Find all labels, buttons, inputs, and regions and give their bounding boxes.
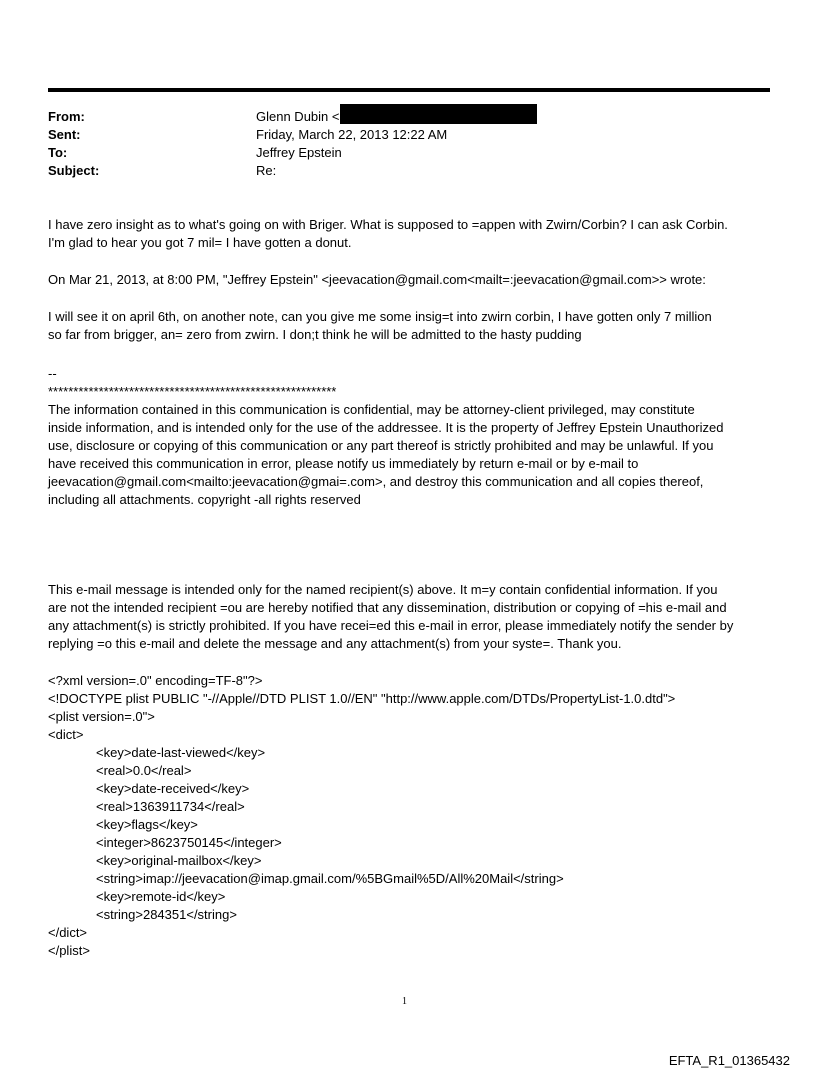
- page-number: 1: [402, 996, 407, 1007]
- subject-label: Subject:: [48, 163, 100, 178]
- quoted-line: I will see it on april 6th, on another note, can you give me some insig=t into zwirn corbin, I have gotten only 7 million: [48, 309, 712, 324]
- email-body: [48, 216, 776, 960]
- subject-value: Re:: [256, 163, 277, 178]
- notice-line: are not the intended recipient =ou are hereby notified that any dissemination, distribution or copying of =his e-mail and: [48, 600, 727, 615]
- sent-row: [48, 126, 537, 144]
- disclaimer-line: have received this communication in error, please notify us immediately by return e-mail or by e-mail to: [48, 456, 639, 471]
- xml-inner-line: <real>1363911734</real>: [96, 799, 245, 814]
- email-header: [48, 108, 537, 180]
- disclaimer-line: The information contained in this communication is confidential, may be attorney-client privileged, may constitute: [48, 402, 695, 417]
- xml-inner-line: <key>remote-id</key>: [96, 889, 226, 904]
- xml-line: <plist version=.0">: [48, 709, 155, 724]
- signature-dash: --: [48, 366, 57, 381]
- reply-line: I have zero insight as to what's going on with Briger. What is supposed to =appen with Zwirn/Corbin? I can ask Corbin.: [48, 217, 728, 232]
- xml-line: <dict>: [48, 727, 84, 742]
- notice-line: This e-mail message is intended only for the named recipient(s) above. It m=y contain confidential information. If you: [48, 582, 718, 597]
- disclaimer-line: use, disclosure or copying of this communication or any part thereof is strictly prohibited and may be unlawful. If you: [48, 438, 714, 453]
- xml-inner-line: <key>date-received</key>: [96, 781, 250, 796]
- xml-line: <!DOCTYPE plist PUBLIC "-//Apple//DTD PLIST 1.0//EN" "http://www.apple.com/DTDs/PropertyList-1.0.dtd">: [48, 691, 676, 706]
- disclaimer-line: jeevacation@gmail.com<mailto:jeevacation@gmai=.com>, and destroy this communication and all copies thereof,: [48, 474, 704, 489]
- disclaimer-line: including all attachments. copyright -all rights reserved: [48, 492, 361, 507]
- redaction-box: [340, 104, 537, 124]
- quoted-line: so far from brigger, an= zero from zwirn. I don;t think he will be admitted to the hasty pudding: [48, 327, 582, 342]
- to-row: [48, 144, 537, 162]
- xml-inner-line: <string>imap://jeevacation@imap.gmail.com/%5BGmail%5D/All%20Mail</string>: [96, 871, 564, 886]
- header-rule: [48, 88, 770, 92]
- xml-inner-line: <key>original-mailbox</key>: [96, 853, 262, 868]
- to-value: Jeffrey Epstein: [256, 145, 342, 160]
- signature-stars: *********************************************************: [48, 384, 337, 399]
- xml-line: </plist>: [48, 943, 90, 958]
- subject-row: [48, 162, 537, 180]
- bates-number: EFTA_R1_01365432: [668, 1053, 790, 1068]
- xml-inner-line: <string>284351</string>: [96, 907, 237, 922]
- xml-inner-line: <key>flags</key>: [96, 817, 198, 832]
- sent-value: Friday, March 22, 2013 12:22 AM: [256, 127, 448, 142]
- disclaimer-line: inside information, and is intended only for the use of the addressee. It is the property of Jeffrey Epstein Unauthorized: [48, 420, 724, 435]
- xml-inner-line: <integer>8623750145</integer>: [96, 835, 282, 850]
- from-name: Glenn Dubin <: [256, 109, 340, 124]
- xml-line: </dict>: [48, 925, 88, 940]
- xml-line: <?xml version=.0" encoding=TF-8"?>: [48, 673, 263, 688]
- quote-intro: On Mar 21, 2013, at 8:00 PM, "Jeffrey Epstein" <jeevacation@gmail.com<mailt=:jeevacation@gmail.com>> wrote:: [48, 272, 706, 287]
- from-row: [48, 108, 537, 126]
- reply-line: I'm glad to hear you got 7 mil= I have gotten a donut.: [48, 235, 352, 250]
- xml-inner-line: <key>date-last-viewed</key>: [96, 745, 266, 760]
- to-label: To:: [48, 145, 68, 160]
- from-label: From:: [48, 109, 85, 124]
- from-value: [256, 108, 537, 126]
- notice-line: any attachment(s) is strictly prohibited. If you have recei=ed this e-mail in error, please immediately notify the sender by: [48, 618, 734, 633]
- sent-label: Sent:: [48, 127, 81, 142]
- xml-inner-line: <real>0.0</real>: [96, 763, 192, 778]
- notice-line: replying =o this e-mail and delete the message and any attachment(s) from your syste=. Thank you.: [48, 636, 622, 651]
